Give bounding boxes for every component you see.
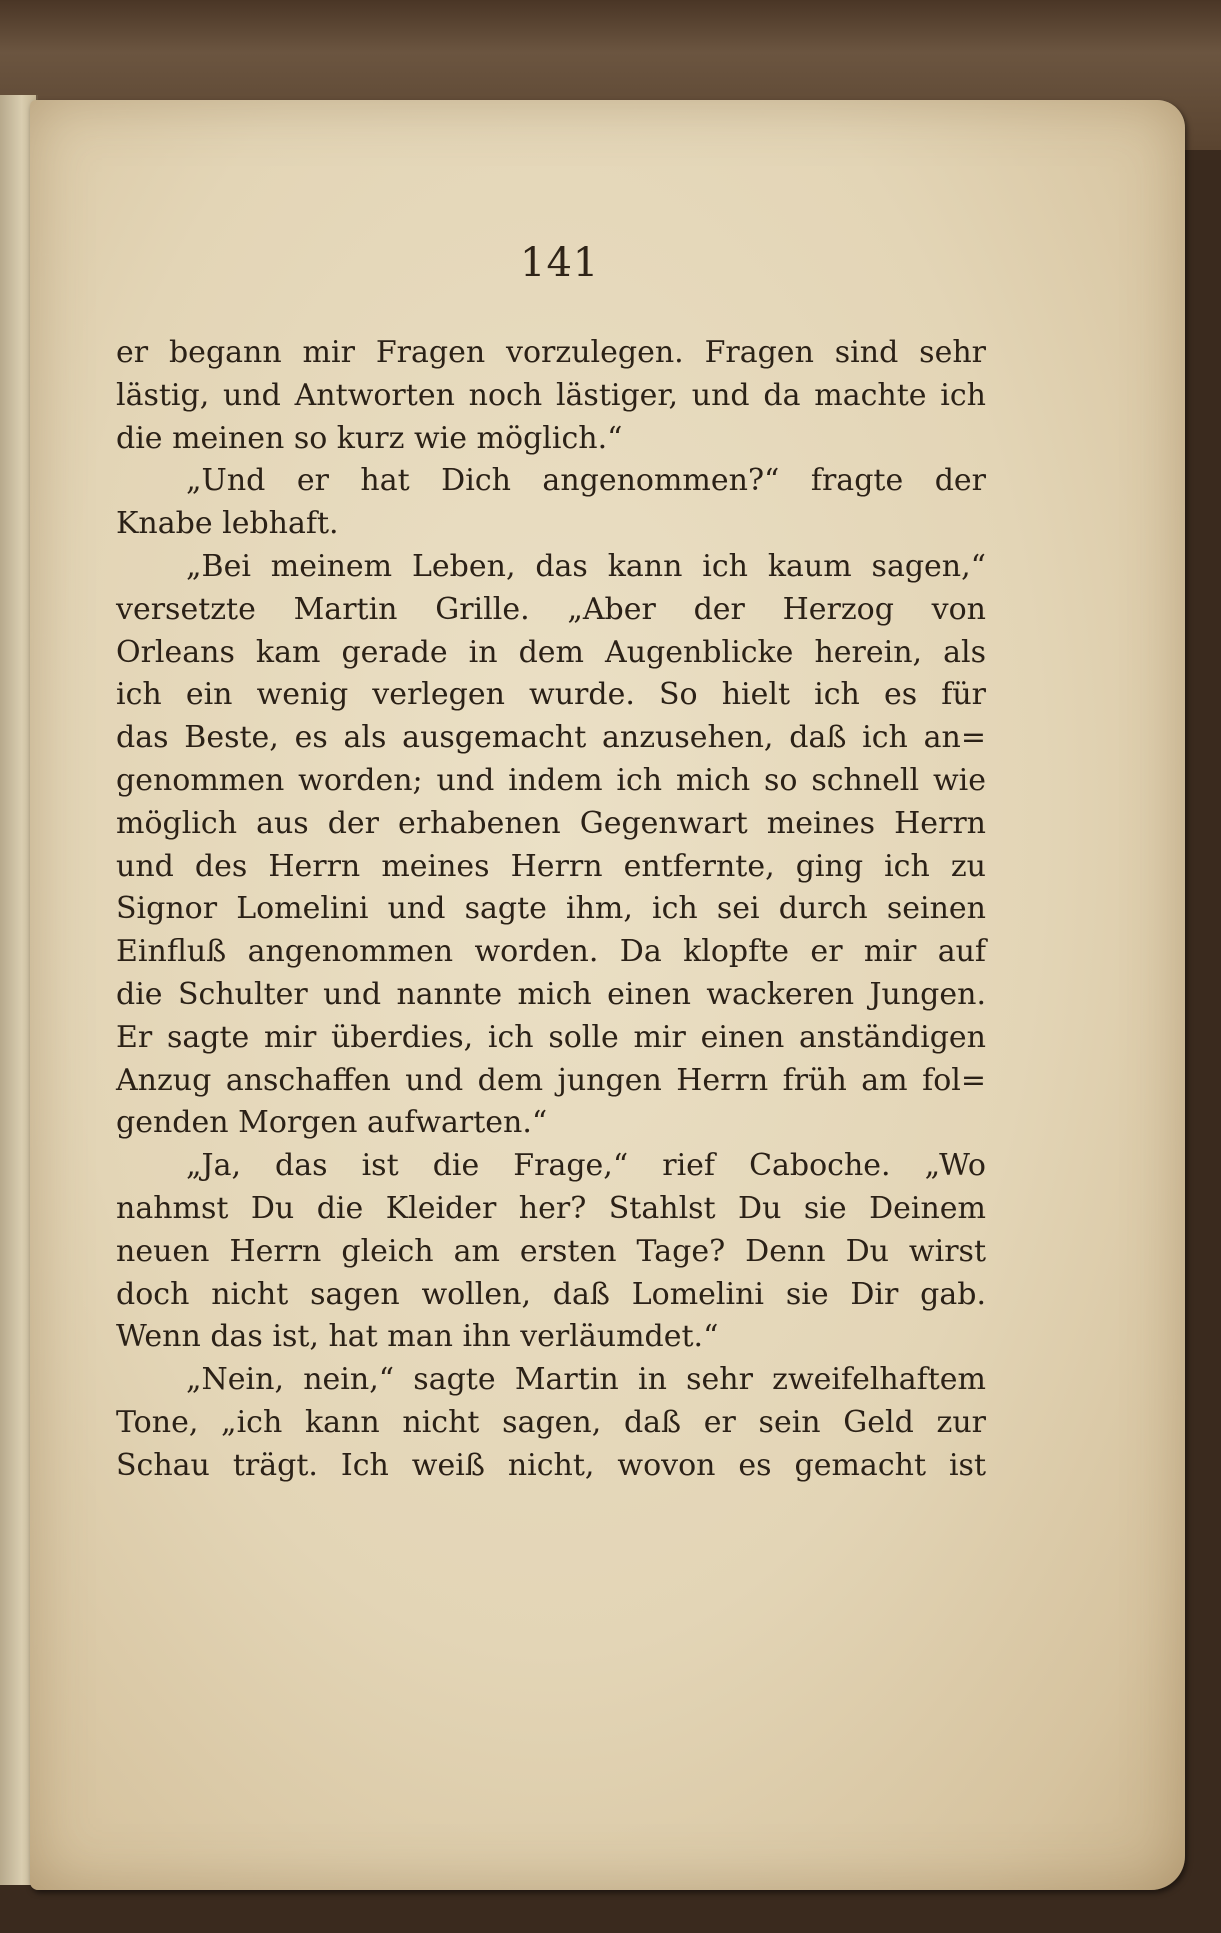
text-line: er begann mir Fragen vorzulegen. Fragen sind sehr xyxy=(116,335,986,370)
text-line: Knabe lebhaft. xyxy=(116,506,339,542)
text-line: nahmst Du die Kleider her? Stahlst Du sie Deinem xyxy=(116,1190,986,1226)
text-line: Signor Lomelini und sagte ihm, ich sei durch seinen xyxy=(116,891,986,927)
text-line: Orleans kam gerade in dem Augenblicke herein, als xyxy=(116,634,986,670)
text-line: Anzug anschaffen und dem jungen Herrn früh am fol= xyxy=(116,1062,986,1098)
text-line: versetzte Martin Grille. „Aber der Herzog von xyxy=(116,591,986,627)
text-line: Einfluß angenommen worden. Da klopfte er mir auf xyxy=(116,934,986,970)
text-line: Tone, „ich kann nicht sagen, daß er sein Geld zur xyxy=(116,1404,986,1440)
text-line: genommen worden; und indem ich mich so schnell wie xyxy=(116,762,986,798)
text-line: doch nicht sagen wollen, daß Lomelini sie Dir gab. xyxy=(116,1276,986,1312)
text-line: Er sagte mir überdies, ich solle mir einen anständigen xyxy=(116,1019,986,1055)
text-line: „Und er hat Dich angenommen?“ fragte der xyxy=(186,463,986,499)
text-line: Schau trägt. Ich weiß nicht, wovon es gemacht ist xyxy=(116,1447,986,1483)
text-line: lästig, und Antworten noch lästiger, und da machte ich xyxy=(116,377,986,413)
text-line: neuen Herrn gleich am ersten Tage? Denn Du wirst xyxy=(116,1233,986,1269)
text-line: „Nein, nein,“ sagte Martin in sehr zweifelhaftem xyxy=(186,1362,986,1398)
text-line: und des Herrn meines Herrn entfernte, ging ich zu xyxy=(116,848,986,884)
text-line: die meinen so kurz wie möglich.“ xyxy=(116,420,623,456)
text-line: Wenn das ist, hat man ihn verläumdet.“ xyxy=(116,1319,719,1355)
page-number: 141 xyxy=(520,240,600,286)
text-line: „Bei meinem Leben, das kann ich kaum sagen,“ xyxy=(186,548,986,584)
text-line: „Ja, das ist die Frage,“ rief Caboche. „Wo xyxy=(186,1148,986,1184)
text-line: die Schulter und nannte mich einen wackeren Jungen. xyxy=(116,976,986,1012)
text-line: ich ein wenig verlegen wurde. So hielt ich es für xyxy=(116,677,986,713)
text-line: möglich aus der erhabenen Gegenwart meines Herrn xyxy=(116,805,986,841)
text-line: das Beste, es als ausgemacht anzusehen, daß ich an= xyxy=(116,720,986,756)
text-line: genden Morgen aufwarten.“ xyxy=(116,1105,548,1141)
body-text xyxy=(116,332,986,1488)
